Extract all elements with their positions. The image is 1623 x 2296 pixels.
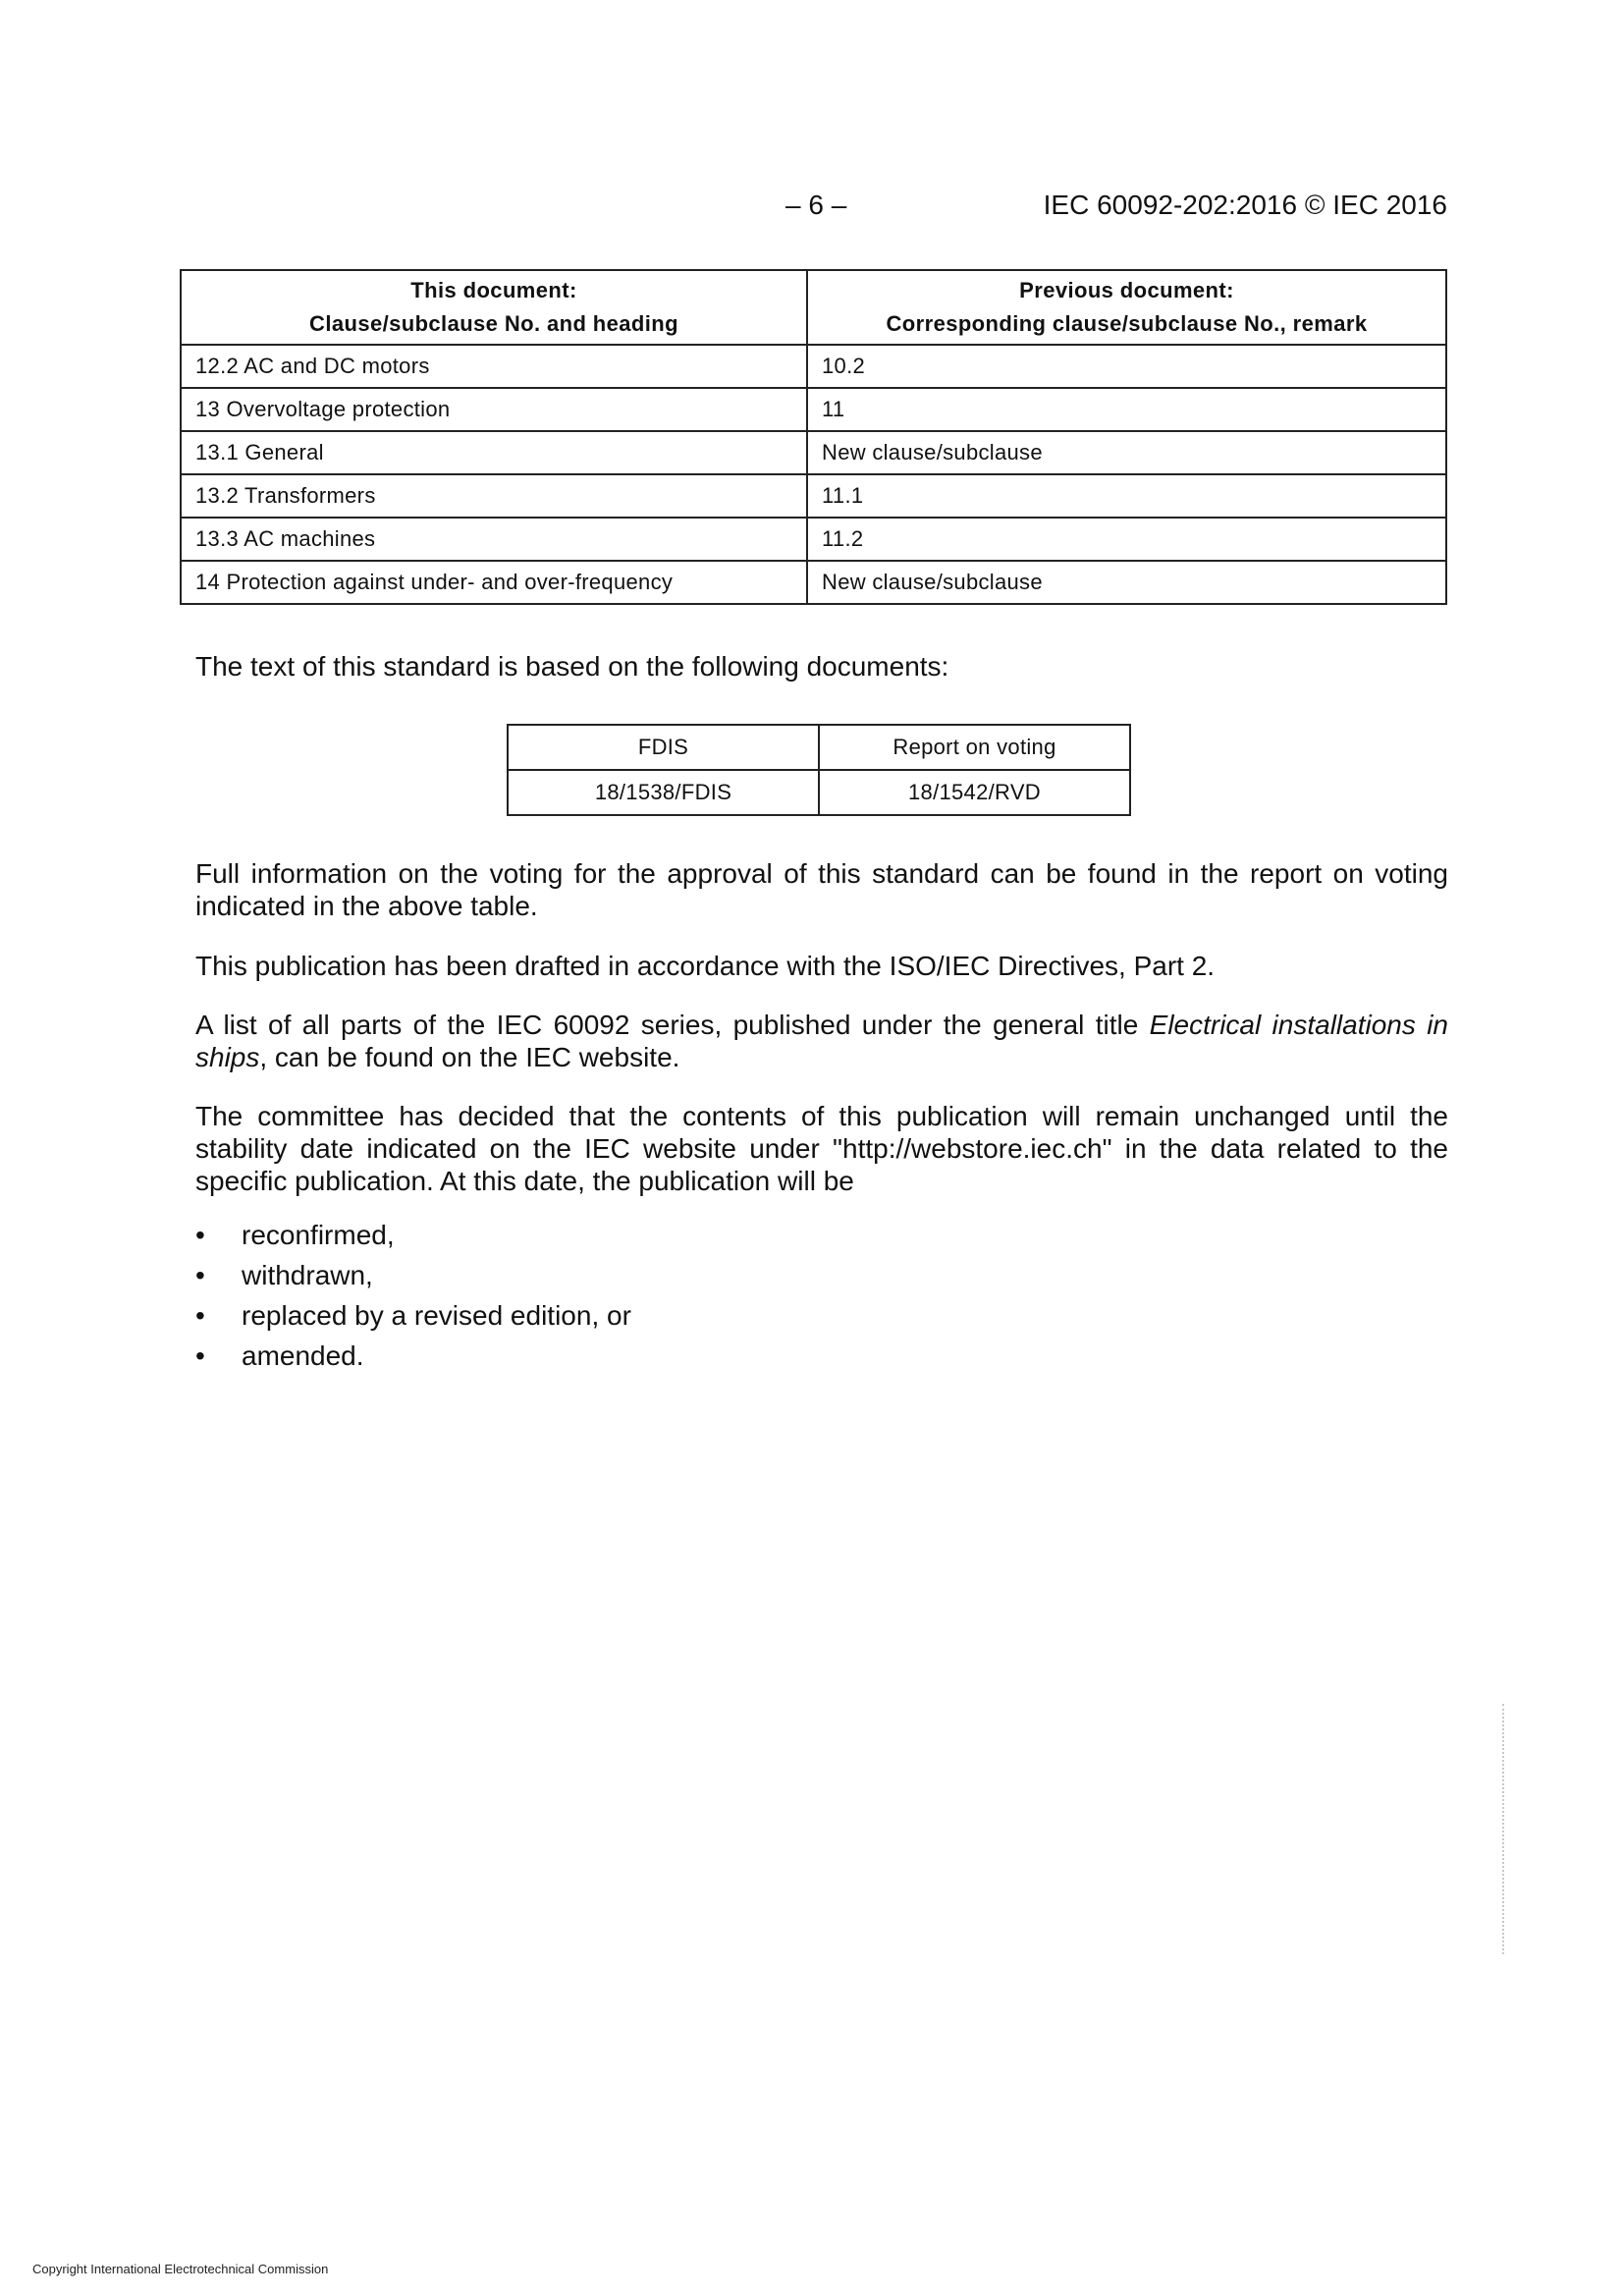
header-line: Clause/subclause No. and heading: [309, 311, 678, 336]
table-cell: New clause/subclause: [807, 431, 1446, 474]
table-cell: 13.3 AC machines: [181, 518, 807, 561]
bullet-icon: •: [195, 1340, 205, 1371]
table-row: [181, 561, 1446, 604]
header-line: This document:: [410, 278, 577, 302]
table-cell: 13.1 General: [181, 431, 807, 474]
table-cell: 18/1538/FDIS: [508, 770, 819, 815]
list-item: [195, 1259, 631, 1299]
table-cell: 14 Protection against under- and over-frequency: [181, 561, 807, 604]
table-cell: 10.2: [807, 345, 1446, 388]
header-previous-document: [807, 270, 1446, 345]
header-line: Corresponding clause/subclause No., remark: [886, 311, 1368, 336]
table-cell: New clause/subclause: [807, 561, 1446, 604]
table-row: [181, 518, 1446, 561]
list-item-text: reconfirmed,: [242, 1220, 395, 1250]
list-item: [195, 1299, 631, 1339]
header-line: Previous document:: [1019, 278, 1234, 302]
list-item: [195, 1219, 631, 1259]
table-cell: FDIS: [508, 725, 819, 770]
margin-watermark-marks: [1502, 1704, 1508, 1954]
committee-paragraph: The committee has decided that the contents of this publication will remain unchanged until the stability date indicated on the IEC website under "http://webstore.iec.ch" in the data related to the specific publication. At this date, the publication will be: [195, 1101, 1448, 1196]
table-cell: 13.2 Transformers: [181, 474, 807, 518]
table-row: [181, 431, 1446, 474]
table-cell: Report on voting: [819, 725, 1130, 770]
parts-list-text: , can be found on the IEC website.: [259, 1042, 680, 1072]
table-cell: 11.1: [807, 474, 1446, 518]
publication-outcomes-list: [195, 1219, 631, 1380]
list-item-text: withdrawn,: [242, 1260, 373, 1290]
drafted-paragraph: This publication has been drafted in accordance with the ISO/IEC Directives, Part 2.: [195, 951, 1216, 981]
voting-info-paragraph: Full information on the voting for the approval of this standard can be found in the report on voting indicated in the above table.: [195, 858, 1448, 921]
table-cell: 13 Overvoltage protection: [181, 388, 807, 431]
table-cell: 11.2: [807, 518, 1446, 561]
table-row: [508, 770, 1130, 815]
list-item: [195, 1339, 631, 1380]
table-cell: 18/1542/RVD: [819, 770, 1130, 815]
voting-documents-table: [507, 724, 1131, 816]
bullet-icon: •: [195, 1220, 205, 1250]
list-item-text: amended.: [242, 1340, 364, 1371]
list-item-text: replaced by a revised edition, or: [242, 1300, 631, 1331]
table-row: [181, 474, 1446, 518]
table-cell: 12.2 AC and DC motors: [181, 345, 807, 388]
series-title: Electrical installations in ships: [195, 1010, 1448, 1072]
parts-list-paragraph: [195, 1009, 1448, 1073]
header-this-document: [181, 270, 807, 345]
table-header-row: [181, 270, 1446, 345]
table-row: [181, 388, 1446, 431]
bullet-icon: •: [195, 1300, 205, 1331]
bullet-icon: •: [195, 1260, 205, 1290]
page-header: [0, 190, 1623, 229]
clause-correspondence-table: [180, 269, 1447, 605]
copyright-footer: Copyright International Electrotechnical Commission: [32, 2262, 329, 2276]
page-number: – 6 –: [785, 190, 847, 220]
table-cell: 11: [807, 388, 1446, 431]
document-reference: IEC 60092-202:2016 © IEC 2016: [1043, 190, 1447, 220]
based-on-paragraph: The text of this standard is based on the following documents:: [195, 651, 949, 682]
parts-list-text: A list of all parts of the IEC 60092 series, published under the general title: [195, 1010, 1150, 1040]
table-row: [181, 345, 1446, 388]
table-row: [508, 725, 1130, 770]
